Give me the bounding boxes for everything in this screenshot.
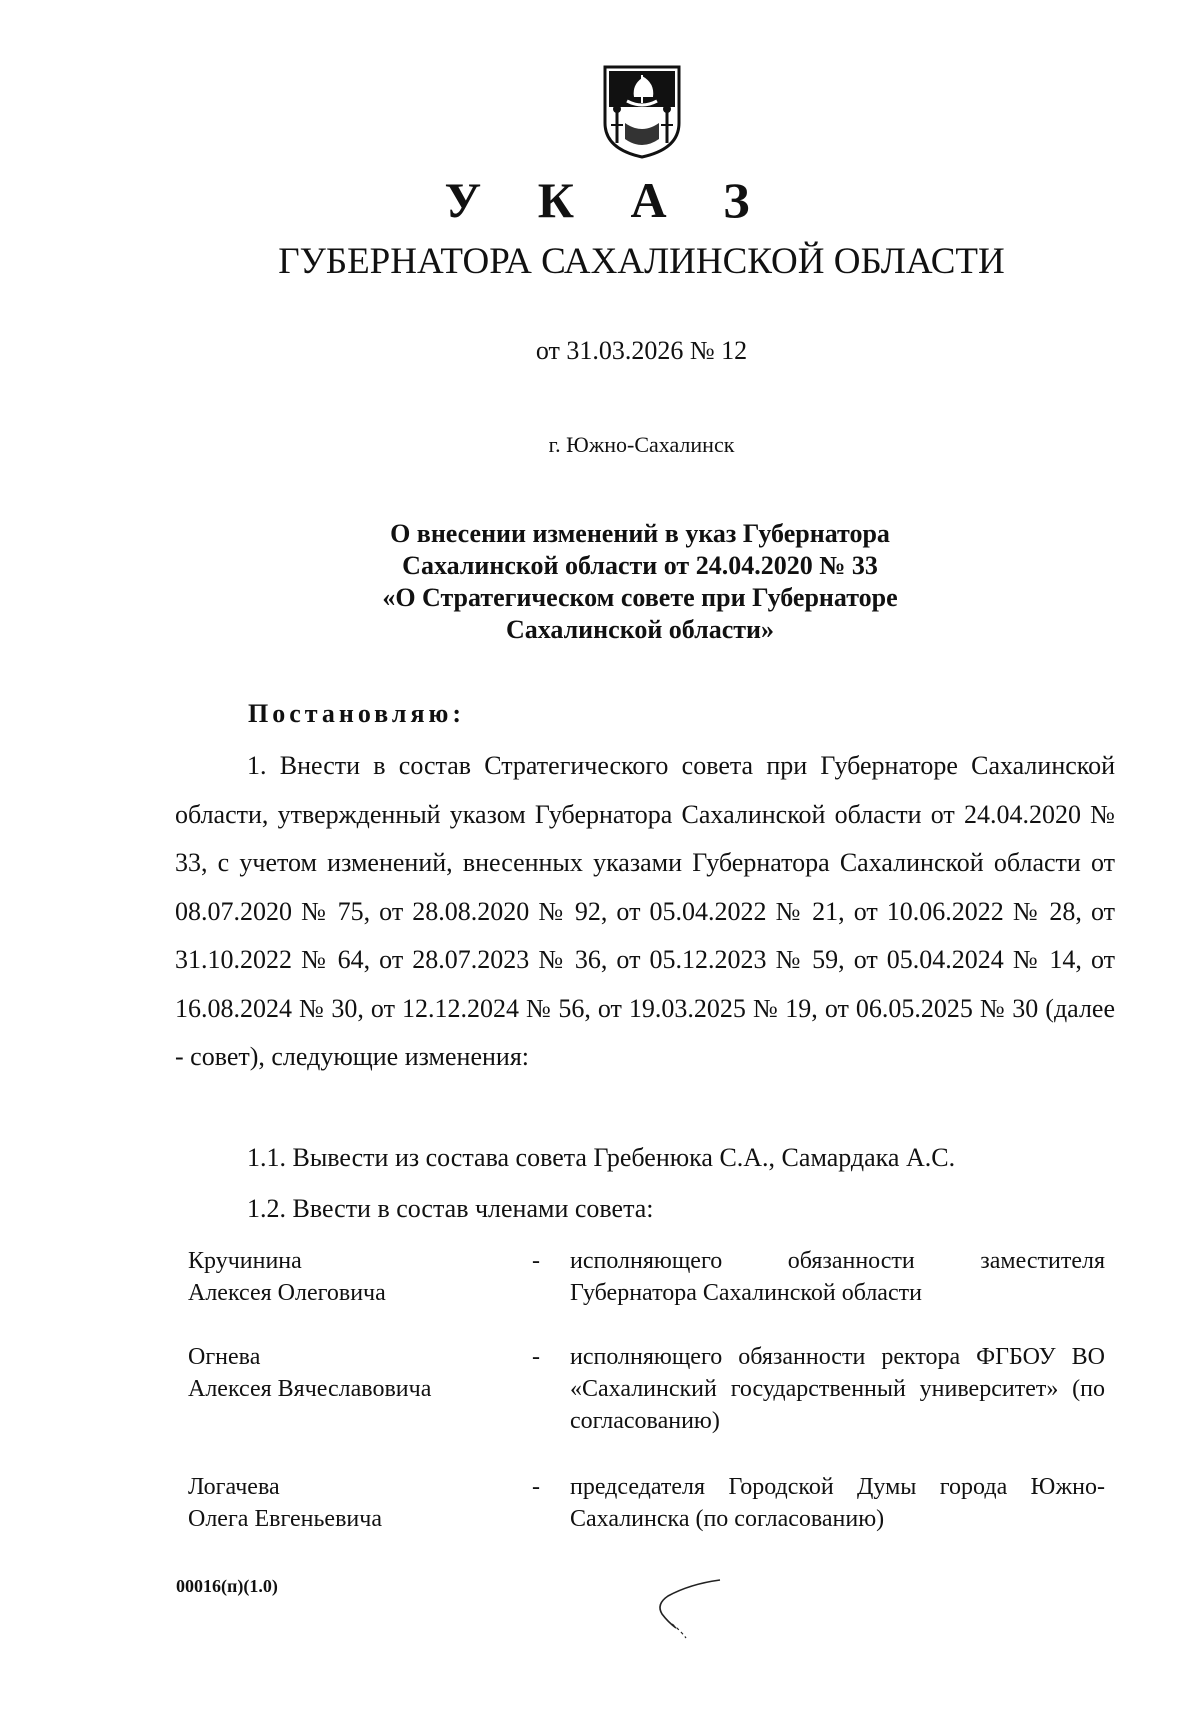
subject-line: «О Стратегическом совете при Губернаторе — [382, 583, 898, 612]
member-given-names: Алексея Олеговича — [188, 1280, 386, 1306]
subject-line: Сахалинской области от 24.04.2020 № 33 — [402, 551, 878, 580]
member-surname: Кручинина — [188, 1248, 302, 1274]
coat-of-arms-icon — [597, 63, 687, 159]
subject-line: О внесении изменений в указ Губернатора — [390, 519, 890, 548]
member-dash: - — [532, 1248, 540, 1274]
document-date-number: от 31.03.2026 № 12 — [535, 336, 748, 365]
paragraph-item-1-1: 1.1. Вывести из состава совета Гребенюка С.А., Самардака А.С. — [247, 1143, 956, 1172]
paragraph-item-1: 1. Внести в состав Стратегического совета при Губернаторе Сахалинской области, утвержденный указом Губернатора Сахалинской области от 24.04.2020 № 33, с учетом изменений, внесенных указами Губернатора Сахалинской области от 08.07.2020 № 75, от 28.08.2020 № 92, от 05.04.2022 № 21, от 10.06.2022 № 28, от 31.10.2022 № 64, от 28.07.2023 № 36, от 05.12.2023 № 59, от 05.04.2024 № 14, от 16.08.2024 № 30, от 12.12.2024 № 56, от 19.03.2025 № 19, от 06.05.2025 № 30 (далее - совет), следующие изменения: — [175, 751, 1115, 1071]
member-dash: - — [532, 1474, 540, 1500]
member-given-names: Олега Евгеньевича — [188, 1506, 382, 1532]
member-dash: - — [532, 1344, 540, 1370]
member-name — [188, 1245, 518, 1309]
member-given-names: Алексея Вячеславовича — [188, 1376, 432, 1402]
member-surname: Логачева — [188, 1474, 280, 1500]
document-title: У К А З — [444, 172, 772, 228]
document-subject — [250, 518, 1030, 646]
member-role: исполняющего обязанности ректора ФГБОУ ВО «Сахалинский государственный университет» (по согласованию) — [570, 1344, 1105, 1434]
document-city: г. Южно-Сахалинск — [548, 432, 735, 457]
member-name — [188, 1471, 518, 1535]
signature-mark-icon — [650, 1570, 740, 1650]
paragraph-item-1-2: 1.2. Ввести в состав членами совета: — [247, 1194, 654, 1223]
document-authority: ГУБЕРНАТОРА САХАЛИНСКОЙ ОБЛАСТИ — [278, 241, 1005, 282]
member-role: исполняющего обязанности заместителя Губернатора Сахалинской области — [570, 1248, 1105, 1306]
form-code: 00016(п)(1.0) — [176, 1576, 278, 1596]
member-name — [188, 1341, 518, 1405]
member-surname: Огнева — [188, 1344, 261, 1370]
resolve-heading: Постановляю: — [248, 699, 466, 728]
member-role: председателя Городской Думы города Южно-Сахалинска (по согласованию) — [570, 1474, 1105, 1532]
subject-line: Сахалинской области» — [505, 615, 775, 644]
